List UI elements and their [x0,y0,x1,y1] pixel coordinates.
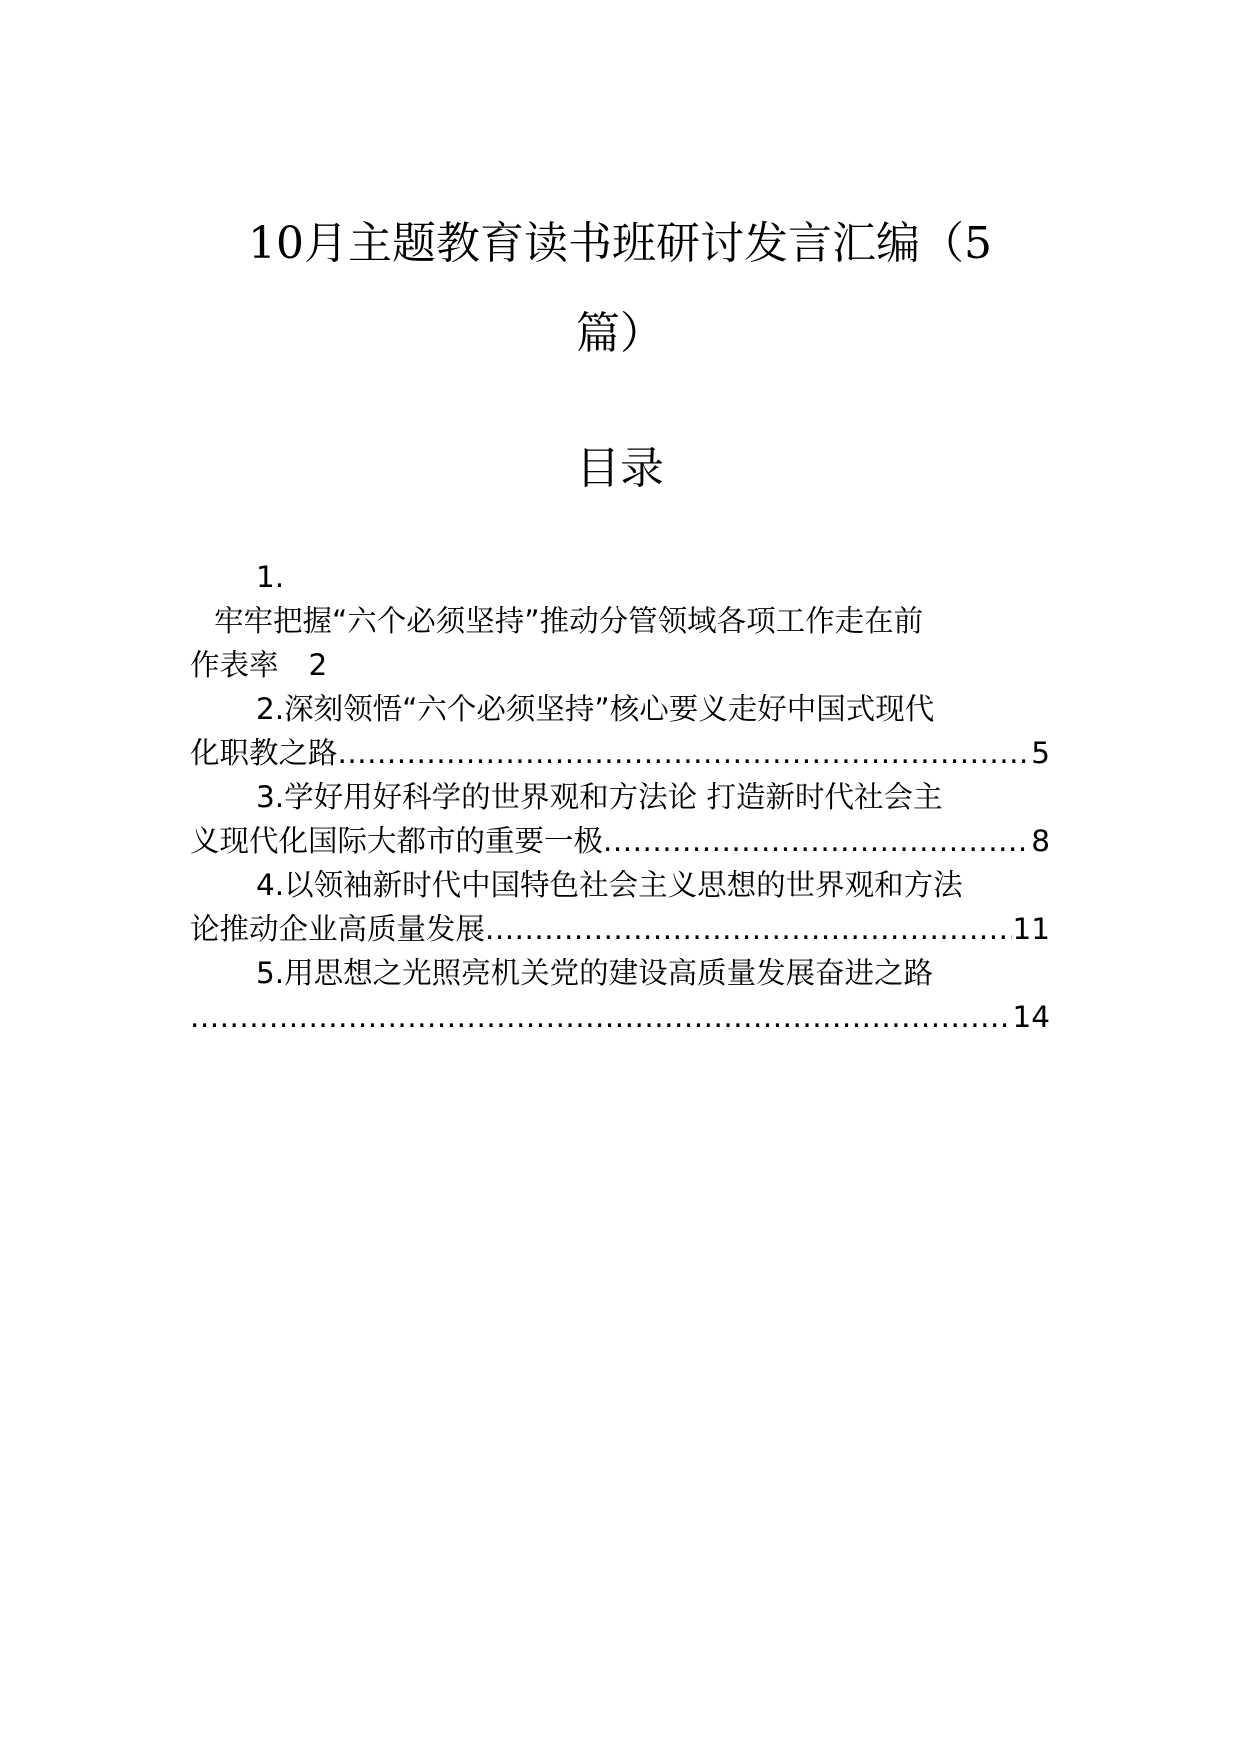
toc-entry-1-number[interactable] [190,555,1050,599]
toc-entry-title-cont: 论推动企业高质量发展 [190,912,486,946]
toc-dot-leader [190,995,1012,1039]
toc-entry-page: 11 [1012,912,1050,946]
toc-entry-page: 14 [1012,1000,1050,1034]
toc-entry-title: 2.深刻领悟“六个必须坚持”核心要义走好中国式现代 [256,692,935,726]
toc-entry-2-line-2[interactable] [190,731,1050,775]
toc-entry-title: 牢牢把握“六个必须坚持”推动分管领域各项工作走在前 [214,604,924,638]
toc-dot-leader [603,819,1031,863]
toc-entry-4-line-1[interactable] [190,863,1050,907]
toc-entry-4-line-2[interactable] [190,907,1050,951]
toc-entry-3-line-2[interactable] [190,819,1050,863]
toc-entry-5-line-1[interactable] [190,951,1050,995]
toc-entry-title-cont: 义现代化国际大都市的重要一极 [190,824,604,858]
document-title-line-2: 篇） [576,308,664,359]
toc-entry-title: 5.用思想之光照亮机关党的建设高质量发展奋进之路 [256,956,934,990]
toc-entry-title: 4.以领袖新时代中国特色社会主义思想的世界观和方法 [256,868,963,902]
toc-entry-page: 2 [308,648,328,682]
title-main-text: 月主题教育读书班研讨发言汇编（ [304,218,964,269]
toc-entry-1-line-1[interactable] [190,599,1050,643]
toc-entry-page: 5 [1031,736,1050,770]
toc-entry-number: 1. [256,560,285,594]
toc-entry-title-cont: 作表率 [190,648,279,682]
toc-dot-leader [338,731,1032,775]
title-month-number: 10 [248,218,304,269]
toc-entry-page: 8 [1031,824,1050,858]
table-of-contents [190,555,1050,1039]
toc-entry-title-cont: 化职教之路 [190,736,338,770]
toc-entry-1-line-2[interactable] [190,643,1050,687]
document-title-line-1 [190,218,1050,269]
toc-entry-title: 3.学好用好科学的世界观和方法论 打造新时代社会主 [256,780,943,814]
title-article-count: 5 [964,218,992,269]
toc-heading: 目录 [576,443,664,494]
toc-entry-2-line-1[interactable] [190,687,1050,731]
toc-entry-5-line-2[interactable] [190,995,1050,1039]
toc-entry-3-line-1[interactable] [190,775,1050,819]
toc-dot-leader [485,907,1012,951]
